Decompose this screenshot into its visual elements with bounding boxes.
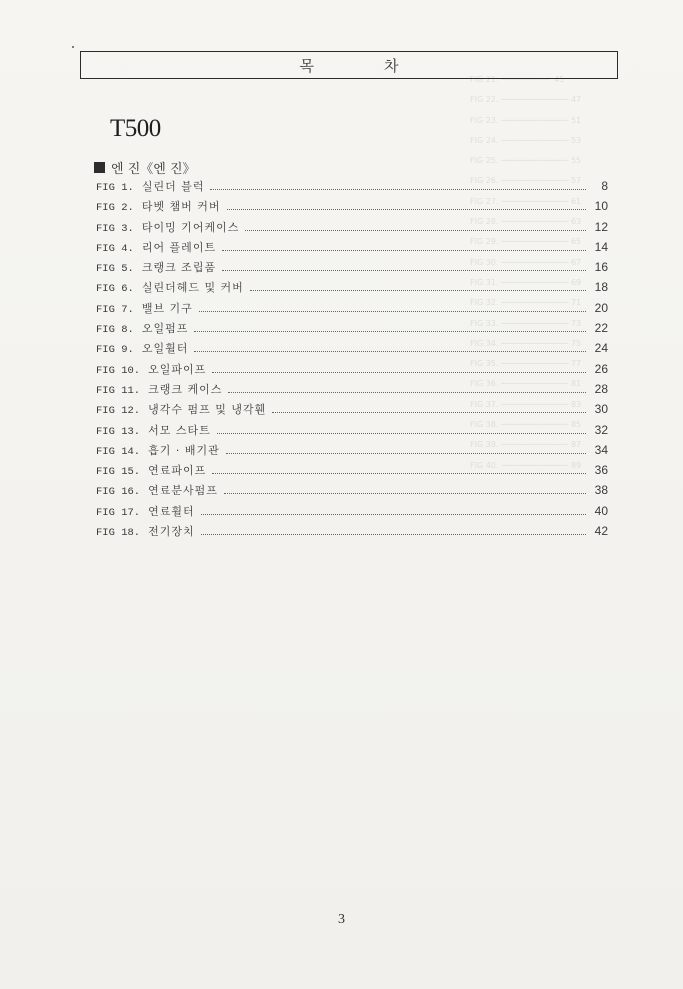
toc-page-number: 24	[594, 341, 608, 356]
toc-entry[interactable]	[96, 340, 608, 360]
toc-page-number: 8	[601, 179, 608, 193]
toc-fig-number: FIG 7.	[96, 303, 134, 316]
toc-page-number: 34	[594, 442, 608, 457]
dot-leader	[272, 411, 586, 413]
toc-page-number: 14	[594, 239, 608, 254]
toc-fig-number: FIG 3.	[96, 222, 134, 235]
dot-leader	[250, 289, 586, 291]
dot-leader	[222, 269, 586, 271]
toc-fig-number: FIG 18.	[96, 527, 141, 540]
toc-entry[interactable]	[96, 442, 608, 462]
toc-entry[interactable]	[96, 482, 608, 502]
toc-entry[interactable]	[96, 239, 608, 259]
toc-entry[interactable]	[96, 320, 608, 340]
toc-page-number: 16	[594, 260, 608, 275]
toc-entry[interactable]	[96, 422, 608, 442]
toc-fig-number: FIG 6.	[96, 283, 134, 296]
toc-entry[interactable]	[96, 198, 608, 218]
toc-page-number: 22	[594, 321, 608, 336]
toc-page-number: 18	[594, 280, 608, 295]
page-number: 3	[338, 912, 345, 927]
toc-page-number: 10	[594, 199, 608, 214]
toc-entry-label: 서모 스타트	[148, 423, 211, 437]
toc-entry-label: 크랭크 케이스	[148, 382, 223, 396]
dot-leader	[201, 513, 586, 515]
toc-page-number: 42	[594, 524, 608, 539]
toc-fig-number: FIG 9.	[96, 344, 134, 357]
toc-entry-label: 리어 플레이트	[141, 240, 217, 254]
toc-fig-number: FIG 14.	[96, 445, 141, 458]
paper-speck	[72, 46, 74, 48]
toc-entry[interactable]	[96, 259, 608, 279]
dot-leader	[222, 249, 586, 251]
toc-page-number: 12	[594, 219, 608, 234]
toc-page-number: 38	[594, 483, 608, 498]
toc-entry[interactable]	[96, 523, 608, 543]
section-heading-text: 엔 진《엔 진》	[111, 162, 196, 177]
toc-entry-label: 실린더 블럭	[141, 180, 205, 193]
toc-fig-number: FIG 15.	[96, 466, 141, 479]
toc-page-number: 26	[594, 361, 608, 376]
dot-leader	[224, 492, 586, 494]
toc-entry-label: 전기장치	[148, 525, 195, 539]
toc-page-number: 30	[594, 402, 608, 417]
toc-fig-number: FIG 2.	[96, 202, 134, 215]
dot-leader	[201, 533, 586, 535]
toc-entry-label: 오일파이프	[148, 362, 207, 376]
dot-leader	[210, 188, 586, 190]
toc-fig-number: FIG 4.	[96, 242, 134, 255]
toc-entry[interactable]	[96, 178, 608, 198]
toc-fig-number: FIG 17.	[96, 506, 141, 519]
model-heading: T500	[110, 115, 161, 142]
toc-fig-number: FIG 10.	[96, 364, 141, 377]
bleed-through-text: FIG 21. ────────── 45 FIG 22. ────────────── 47 FIG 23. ────────────── 51 FIG 24. ────────────── 53 FIG 25. ────────────── 55 FIG 26. ────────────── 57 FIG 27. ────────────── 61 FIG 28. ────────────── 63 FIG 29. ────────────── 65 FIG 30. ────────────── 67 FIG 31. ────────────── 69 FIG 32. ────────────── 71 FIG 33. ────────────── 73 FIG 34. ────────────── 75 FIG 35. ────────────── 77 FIG 36. ────────────── 81 FIG 37. ────────────── 83 FIG 38. ────────────── 85 FIG 39. ────────────── 87 FIG 40. ────────────── 89	[470, 75, 582, 470]
toc-entry[interactable]	[96, 361, 608, 381]
toc-title-part2: 차	[384, 56, 399, 75]
toc-entry-label: 타이밍 기어케이스	[141, 220, 240, 234]
toc-fig-number: FIG 5.	[96, 263, 134, 276]
dot-leader	[199, 310, 586, 312]
toc-page-number: 32	[594, 422, 608, 437]
toc-title-part1: 목	[299, 56, 314, 75]
section-heading	[94, 158, 196, 177]
toc-entry[interactable]	[96, 401, 608, 421]
toc-fig-number: FIG 16.	[96, 486, 141, 499]
dot-leader	[217, 432, 586, 434]
toc-entry-label: 연료파이프	[148, 464, 207, 478]
dot-leader	[194, 330, 586, 332]
toc-entry-label: 타벳 챔버 커버	[141, 200, 221, 214]
toc-entry[interactable]	[96, 381, 608, 401]
toc-entry[interactable]	[96, 462, 608, 482]
dot-leader	[212, 472, 586, 474]
toc-entry[interactable]	[96, 219, 608, 239]
toc-entry-label: 오일펌프	[141, 322, 189, 336]
toc-title-box	[80, 51, 618, 79]
toc-page-number: 36	[594, 463, 608, 478]
toc-entry-label: 냉각수 펌프 및 냉각휀	[148, 403, 267, 417]
toc-entry-label: 밸브 기구	[141, 301, 193, 315]
dot-leader	[228, 391, 586, 393]
toc-fig-number: FIG 1.	[96, 182, 134, 194]
toc-page-number: 20	[594, 300, 608, 315]
dot-leader	[226, 452, 586, 454]
toc-entry-label: 연료분사펌프	[148, 484, 218, 498]
dot-leader	[194, 350, 586, 352]
toc-entry[interactable]	[96, 503, 608, 523]
toc-fig-number: FIG 13.	[96, 425, 141, 438]
dot-leader	[212, 371, 586, 373]
toc-page-number: 28	[594, 381, 608, 396]
toc-fig-number: FIG 11.	[96, 384, 141, 397]
toc-entry-label: 실린더헤드 및 커버	[141, 281, 244, 295]
dot-leader	[227, 208, 586, 210]
toc-fig-number: FIG 8.	[96, 324, 134, 337]
dot-leader	[245, 229, 586, 231]
black-square-bullet-icon	[94, 162, 105, 173]
toc-fig-number: FIG 12.	[96, 405, 141, 418]
toc-entry-label: 연료휠터	[148, 504, 195, 518]
toc-page-number: 40	[594, 503, 608, 518]
toc-entry-label: 오일휠터	[141, 342, 189, 356]
toc-list	[96, 178, 608, 543]
toc-entry-label: 크랭크 조립품	[141, 261, 217, 275]
toc-entry[interactable]	[96, 279, 608, 299]
toc-entry-label: 흡기 · 배기관	[148, 443, 220, 457]
toc-entry[interactable]	[96, 300, 608, 320]
